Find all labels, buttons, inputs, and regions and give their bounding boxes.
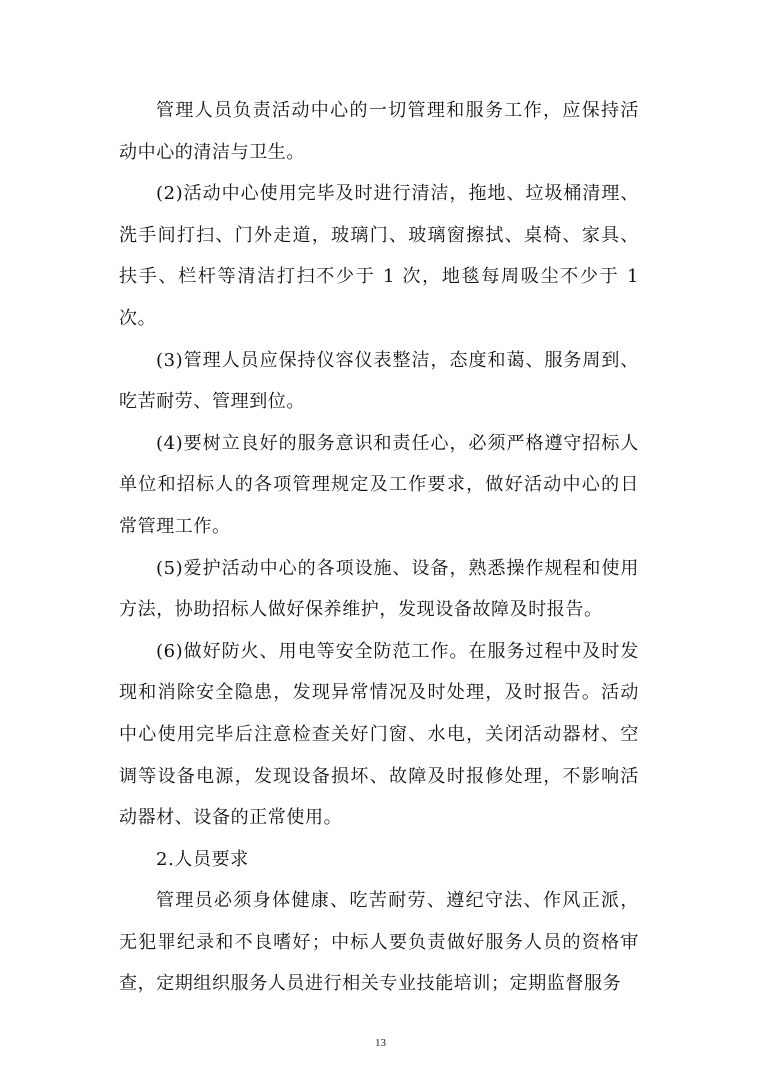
section-heading-staff-requirements: 2.人员要求 [156,848,249,870]
page-number: 13 [375,1037,386,1049]
paragraph-item-3-appearance: (3)管理人员应保持仪容仪表整洁，态度和蔼、服务周到、吃苦耐劳、管理到位。 [119,349,639,413]
paragraph-duty-overview: 管理人员负责活动中心的一切管理和服务工作，应保持活动中心的清洁与卫生。 [119,100,639,163]
paragraph-item-5-equipment: (5)爱护活动中心的各项设施、设备，熟悉操作规程和使用方法，协助招标人做好保养维护，发现设备故障及时报告。 [119,557,639,621]
paragraph-item-4-responsibility: (4)要树立良好的服务意识和责任心，必须严格遵守招标人单位和招标人的各项管理规定及工作要求，做好活动中心的日常管理工作。 [119,432,639,537]
page-body [119,90,639,1005]
paragraph-item-6-safety: (6)做好防火、用电等安全防范工作。在服务过程中及时发现和消除安全隐患，发现异常情况及时处理，及时报告。活动中心使用完毕后注意检查关好门窗、水电，关闭活动器材、空调等设备电源，发现设备损坏、故障及时报修处理，不影响活动器材、设备的正常使用。 [119,640,639,829]
paragraph-staff-requirements: 管理员必须身体健康、吃苦耐劳、遵纪守法、作风正派，无犯罪纪录和不良嗜好；中标人要负责做好服务人员的资格审查，定期组织服务人员进行相关专业技能培训；定期监督服务 [119,890,639,995]
paragraph-item-2-cleaning: (2)活动中心使用完毕及时进行清洁，拖地、垃圾桶清理、洗手间打扫、门外走道，玻璃门、玻璃窗擦拭、桌椅、家具、扶手、栏杆等清洁打扫不少于 1 次，地毯每周吸尘不少于 1 次。 [119,183,639,329]
